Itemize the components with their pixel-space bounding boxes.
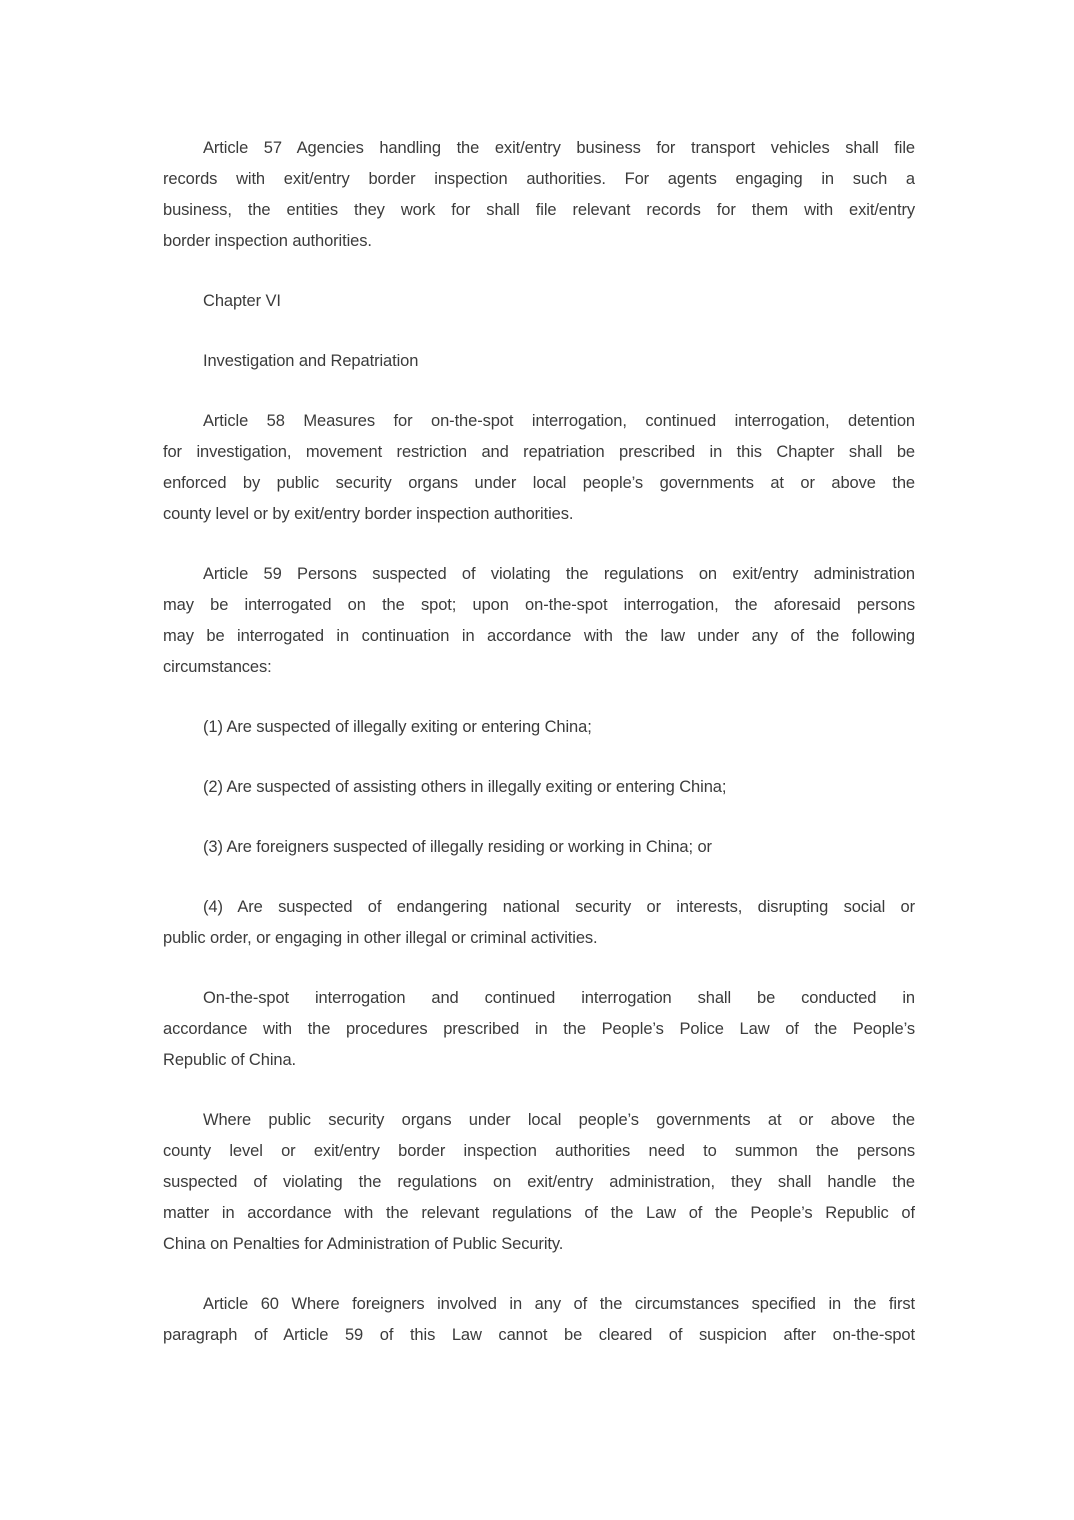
list-item-4	[163, 892, 915, 954]
para-article-57-line-1: Article 57 Agencies handling the exit/entry business for transport vehicles shall file	[203, 139, 915, 157]
list-item-1	[163, 712, 915, 743]
para-on-the-spot-interrogation	[163, 983, 915, 1076]
para-where-public-security-organs-line-3: suspected of violating the regulations on exit/entry administration, they shall handle the	[163, 1173, 915, 1191]
para-article-57-line-3: business, the entities they work for shall file relevant records for them with exit/entry	[163, 201, 915, 219]
para-where-public-security-organs-line-2: county level or exit/entry border inspection authorities need to summon the persons	[163, 1142, 915, 1160]
para-article-59-line-1: Article 59 Persons suspected of violating the regulations on exit/entry administration	[203, 565, 915, 583]
list-item-2-line-1: (2) Are suspected of assisting others in illegally exiting or entering China;	[203, 778, 727, 796]
para-article-60-line-1: Article 60 Where foreigners involved in any of the circumstances specified in the first	[203, 1295, 915, 1313]
para-article-58-line-4: county level or by exit/entry border inspection authorities.	[163, 505, 574, 523]
para-article-57-line-2: records with exit/entry border inspection authorities. For agents engaging in such a	[163, 170, 915, 188]
para-where-public-security-organs	[163, 1105, 915, 1260]
heading-investigation-and-repatriation	[163, 346, 915, 377]
para-where-public-security-organs-line-5: China on Penalties for Administration of Public Security.	[163, 1235, 564, 1253]
para-article-58-line-1: Article 58 Measures for on-the-spot interrogation, continued interrogation, detention	[203, 412, 915, 430]
list-item-4-line-1: (4) Are suspected of endangering national security or interests, disrupting social or	[203, 898, 915, 916]
document-body	[163, 133, 915, 1351]
para-article-59	[163, 559, 915, 683]
para-article-58-line-2: for investigation, movement restriction and repatriation prescribed in this Chapter shall be	[163, 443, 915, 461]
para-on-the-spot-interrogation-line-2: accordance with the procedures prescribed in the People’s Police Law of the People’s	[163, 1020, 915, 1038]
list-item-2	[163, 772, 915, 803]
para-article-59-line-3: may be interrogated in continuation in accordance with the law under any of the following	[163, 627, 915, 645]
para-article-59-line-2: may be interrogated on the spot; upon on-the-spot interrogation, the aforesaid persons	[163, 596, 915, 614]
para-where-public-security-organs-line-1: Where public security organs under local people’s governments at or above the	[203, 1111, 915, 1129]
para-article-60	[163, 1289, 915, 1351]
list-item-1-line-1: (1) Are suspected of illegally exiting or entering China;	[203, 718, 592, 736]
list-item-4-line-2: public order, or engaging in other illegal or criminal activities.	[163, 929, 598, 947]
para-article-57	[163, 133, 915, 257]
para-on-the-spot-interrogation-line-3: Republic of China.	[163, 1051, 297, 1069]
para-article-57-line-4: border inspection authorities.	[163, 232, 372, 250]
heading-chapter-vi-line-1: Chapter VI	[203, 292, 281, 310]
para-article-60-line-2: paragraph of Article 59 of this Law cannot be cleared of suspicion after on-the-spot	[163, 1326, 915, 1344]
list-item-3-line-1: (3) Are foreigners suspected of illegally residing or working in China; or	[203, 838, 712, 856]
list-item-3	[163, 832, 915, 863]
para-article-59-line-4: circumstances:	[163, 658, 272, 676]
para-where-public-security-organs-line-4: matter in accordance with the relevant regulations of the Law of the People’s Republic of	[163, 1204, 915, 1222]
para-article-58	[163, 406, 915, 530]
heading-investigation-and-repatriation-line-1: Investigation and Repatriation	[203, 352, 419, 370]
para-on-the-spot-interrogation-line-1: On-the-spot interrogation and continued interrogation shall be conducted in	[203, 989, 915, 1007]
para-article-58-line-3: enforced by public security organs under local people’s governments at or above the	[163, 474, 915, 492]
heading-chapter-vi	[163, 286, 915, 317]
